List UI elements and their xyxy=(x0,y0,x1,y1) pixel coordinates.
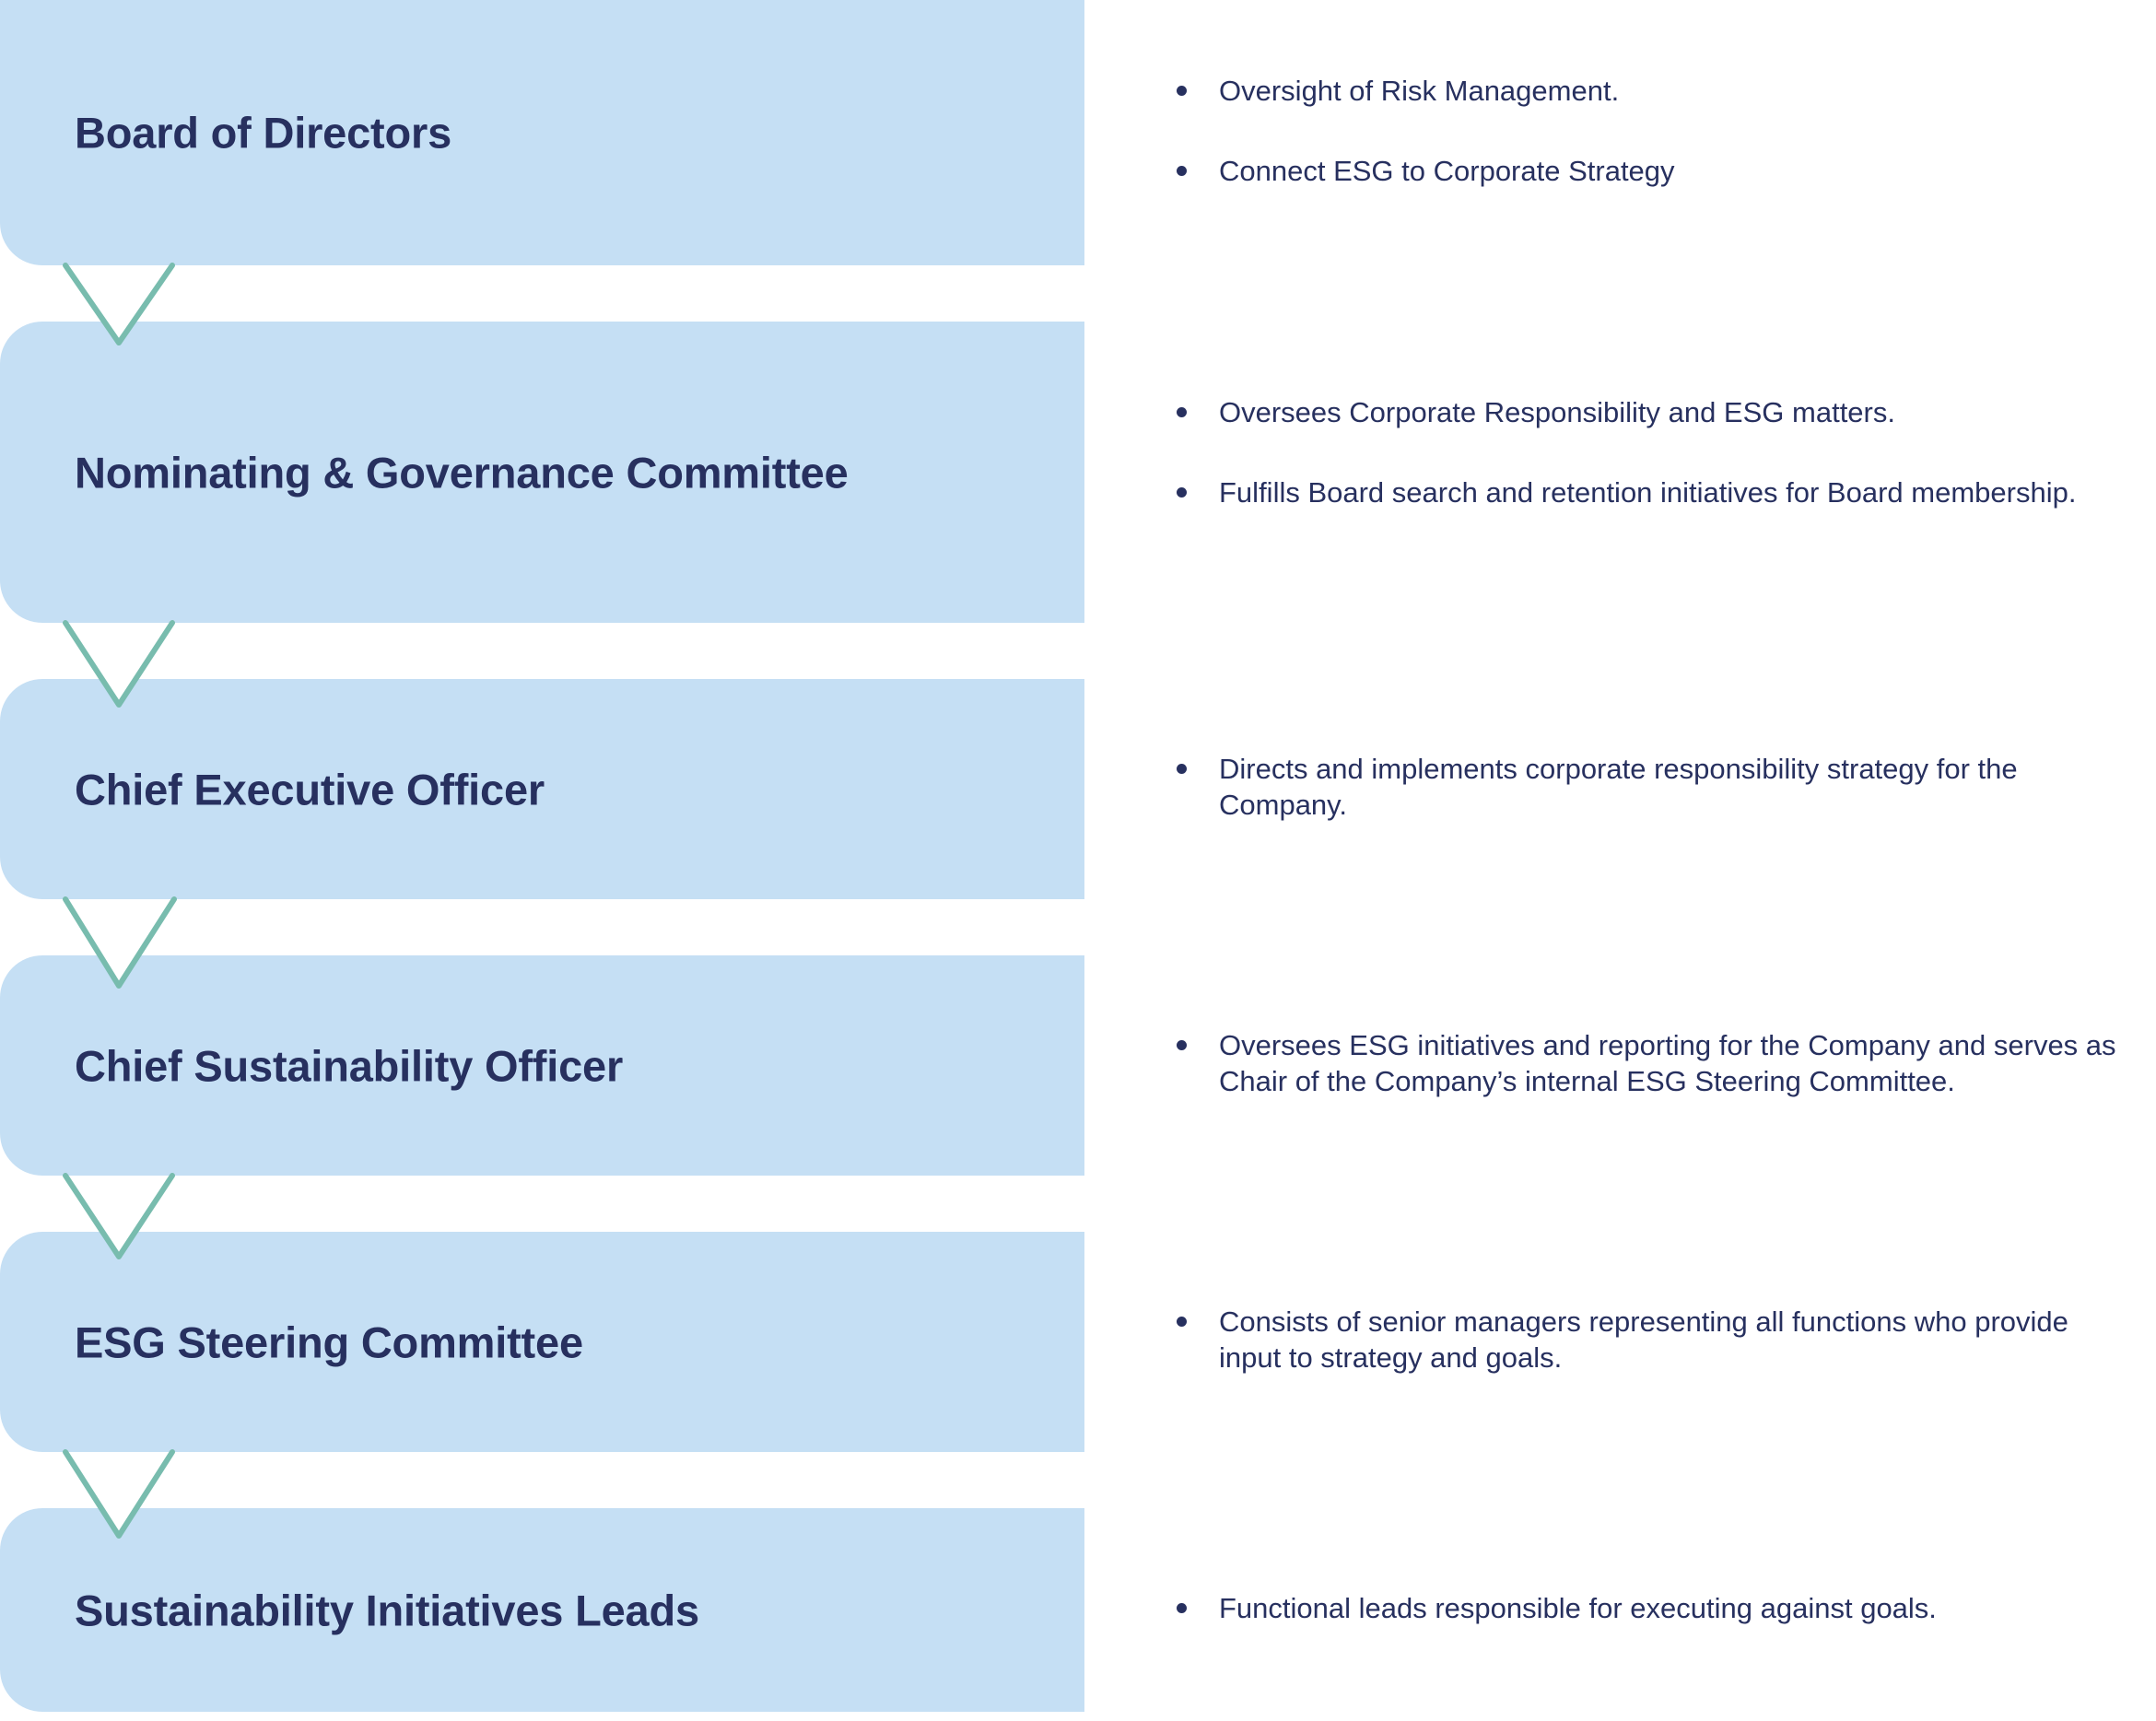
description-bullet xyxy=(1177,1027,2126,1099)
connector-chevron-icon xyxy=(61,899,181,991)
level-title: Sustainability Initiatives Leads xyxy=(75,1586,699,1634)
level-description-list xyxy=(1177,1590,2126,1670)
description-bullet xyxy=(1177,153,2126,189)
description-bullet xyxy=(1177,474,2126,510)
description-bullet xyxy=(1177,1590,2126,1626)
level-description-list xyxy=(1177,394,2126,555)
bullet-dot-icon xyxy=(1177,1040,1187,1050)
description-bullet xyxy=(1177,73,2126,109)
level-description-list xyxy=(1177,1304,2126,1420)
level-title: Chief Sustainability Officer xyxy=(75,1041,624,1090)
bullet-text: Oversees Corporate Responsibility and ESG matters. xyxy=(1219,396,1895,428)
bullet-dot-icon xyxy=(1177,764,1187,774)
bullet-dot-icon xyxy=(1177,407,1187,417)
connector-chevron-icon xyxy=(61,265,181,357)
description-bullet xyxy=(1177,394,2126,430)
connector-chevron-icon xyxy=(61,1452,181,1544)
level-title: Board of Directors xyxy=(75,108,452,158)
bullet-dot-icon xyxy=(1177,1603,1187,1613)
bullet-text: Connect ESG to Corporate Strategy xyxy=(1219,155,1675,187)
bullet-dot-icon xyxy=(1177,166,1187,176)
level-description-list xyxy=(1177,1027,2126,1143)
level-description-list xyxy=(1177,73,2126,233)
bullet-dot-icon xyxy=(1177,1317,1187,1327)
bullet-dot-icon xyxy=(1177,487,1187,498)
description-bullet xyxy=(1177,751,2126,823)
level-description-list xyxy=(1177,751,2126,867)
bullet-text: Directs and implements corporate responsibility strategy for the Company. xyxy=(1219,753,2018,821)
description-bullet xyxy=(1177,1304,2126,1376)
bullet-text: Oversight of Risk Management. xyxy=(1219,75,1620,107)
bullet-text: Consists of senior managers representing all functions who provide input to strategy and goals. xyxy=(1219,1305,2068,1374)
level-title: ESG Steering Committee xyxy=(75,1317,583,1366)
bullet-text: Fulfills Board search and retention initiatives for Board membership. xyxy=(1219,476,2077,509)
connector-chevron-icon xyxy=(61,623,181,715)
bullet-text: Functional leads responsible for executing against goals. xyxy=(1219,1592,1937,1624)
bullet-dot-icon xyxy=(1177,86,1187,96)
level-box-nominating-governance-committee xyxy=(0,322,1084,623)
level-title: Nominating & Governance Committee xyxy=(75,448,849,497)
level-title: Chief Executive Officer xyxy=(75,765,545,814)
connector-chevron-icon xyxy=(61,1176,181,1268)
bullet-text: Oversees ESG initiatives and reporting for the Company and serves as Chair of the Company’s internal ESG Steering Committee. xyxy=(1219,1029,2116,1097)
level-box-board-of-directors xyxy=(0,0,1084,265)
